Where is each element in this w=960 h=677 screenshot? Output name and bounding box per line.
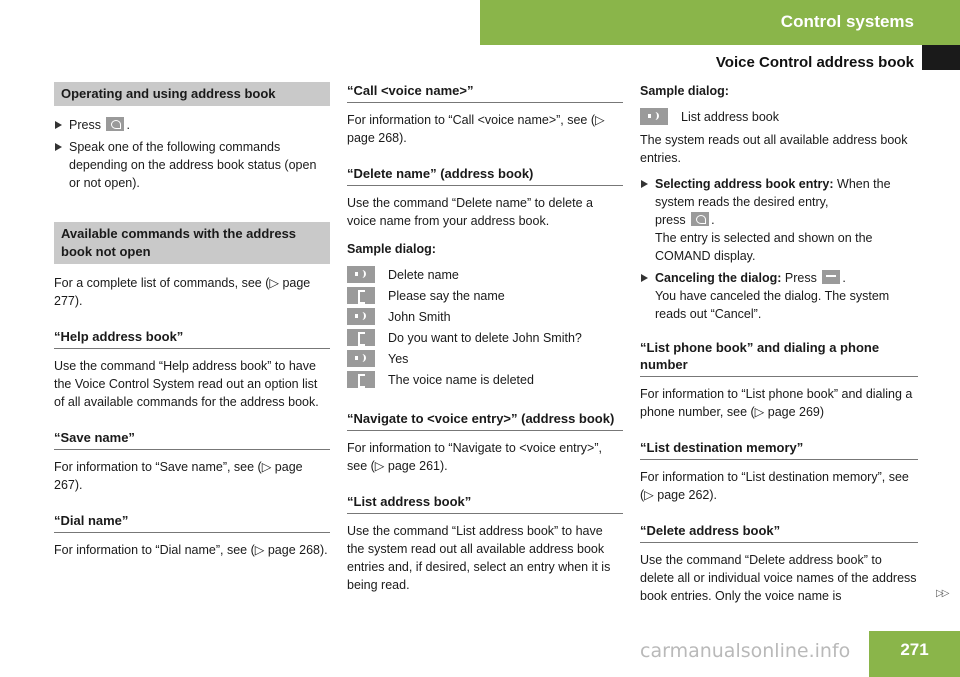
heading-navigate-voice-entry: “Navigate to <voice entry>” (address book)	[347, 410, 623, 431]
paragraph: The system reads out all available address book entries.	[640, 133, 908, 165]
paragraph: For information to “Save name”, see (▷ page 267).	[54, 460, 303, 492]
heading-save-name: “Save name”	[54, 429, 330, 450]
column-1	[54, 82, 330, 565]
dialog-row: Please say the name	[347, 285, 623, 306]
step-press: Press .	[54, 116, 330, 134]
watermark: carmanualsonline.info	[640, 640, 851, 662]
dialog-row: John Smith	[347, 306, 623, 327]
heading-help-address-book: “Help address book”	[54, 328, 330, 349]
paragraph: Use the command “List address book” to have the system read out all available address book entries and, if desired, select an entry when it is being read.	[347, 524, 611, 592]
heading-dial-name: “Dial name”	[54, 512, 330, 533]
step-canceling-dialog: Canceling the dialog: Press . You have canceled the dialog. The system reads out “Cancel”.	[640, 269, 918, 323]
speaker-icon	[347, 266, 375, 283]
sample-dialog-label: Sample dialog:	[640, 84, 729, 98]
dialog-row: Delete name	[347, 264, 623, 285]
dialog-list	[347, 264, 623, 390]
continue-arrow-icon: ▷▷	[936, 588, 948, 599]
section-title: Control systems	[780, 12, 914, 31]
heading-list-address-book: “List address book”	[347, 493, 623, 514]
heading-list-destination-memory: “List destination memory”	[640, 439, 918, 460]
mic-icon	[347, 329, 375, 346]
speaker-icon	[347, 350, 375, 367]
back-button-icon	[822, 270, 840, 284]
dialog-row: Do you want to delete John Smith?	[347, 327, 623, 348]
paragraph: For information to “List phone book” and dialing a phone number, see (▷ page 269)	[640, 387, 913, 419]
paragraph: For information to “Navigate to <voice entry>”, see (▷ page 261).	[347, 441, 602, 473]
step-selecting-entry: Selecting address book entry: When the system reads the desired entry, press . The entry is selected and shown on the COMAND display.	[640, 175, 918, 265]
speaker-icon	[640, 108, 668, 125]
heading-list-phone-book: “List phone book” and dialing a phone number	[640, 339, 918, 377]
dialog-row: Yes	[347, 348, 623, 369]
talk-button-icon	[691, 212, 709, 226]
dialog-row: The voice name is deleted	[347, 369, 623, 390]
sample-dialog-label: Sample dialog:	[347, 242, 436, 256]
heading-delete-address-book: “Delete address book”	[640, 522, 918, 543]
corner-block	[922, 45, 960, 70]
section-box-operating: Operating and using address book	[54, 82, 330, 106]
paragraph: Use the command “Delete address book” to delete all or individual voice names of the address book entries. Only the voice name is	[640, 553, 917, 603]
speaker-icon	[347, 308, 375, 325]
page-title: Voice Control address book	[715, 54, 914, 71]
paragraph: For a complete list of commands, see (▷ page 277).	[54, 276, 311, 308]
paragraph: Use the command “Help address book” to have the Voice Control System read out an option list of all available commands for the address book.	[54, 359, 319, 409]
header-bar	[480, 0, 960, 45]
paragraph: Use the command “Delete name” to delete a voice name from your address book.	[347, 196, 593, 228]
column-2	[347, 82, 623, 600]
mic-icon	[347, 371, 375, 388]
step-speak: Speak one of the following commands depending on the address book status (open or not open).	[54, 138, 330, 192]
dialog-row: List address book	[640, 106, 918, 127]
mic-icon	[347, 287, 375, 304]
heading-delete-name: “Delete name” (address book)	[347, 165, 623, 186]
section-box-available-commands: Available commands with the address book not open	[54, 222, 330, 264]
paragraph: For information to “Dial name”, see (▷ page 268).	[54, 543, 328, 557]
paragraph: For information to “Call <voice name>”, see (▷ page 268).	[347, 113, 605, 145]
column-3	[640, 82, 918, 611]
paragraph: For information to “List destination memory”, see (▷ page 262).	[640, 470, 909, 502]
page-number: 271	[869, 631, 960, 677]
talk-button-icon	[106, 117, 124, 131]
heading-call-voice-name: “Call <voice name>”	[347, 82, 623, 103]
